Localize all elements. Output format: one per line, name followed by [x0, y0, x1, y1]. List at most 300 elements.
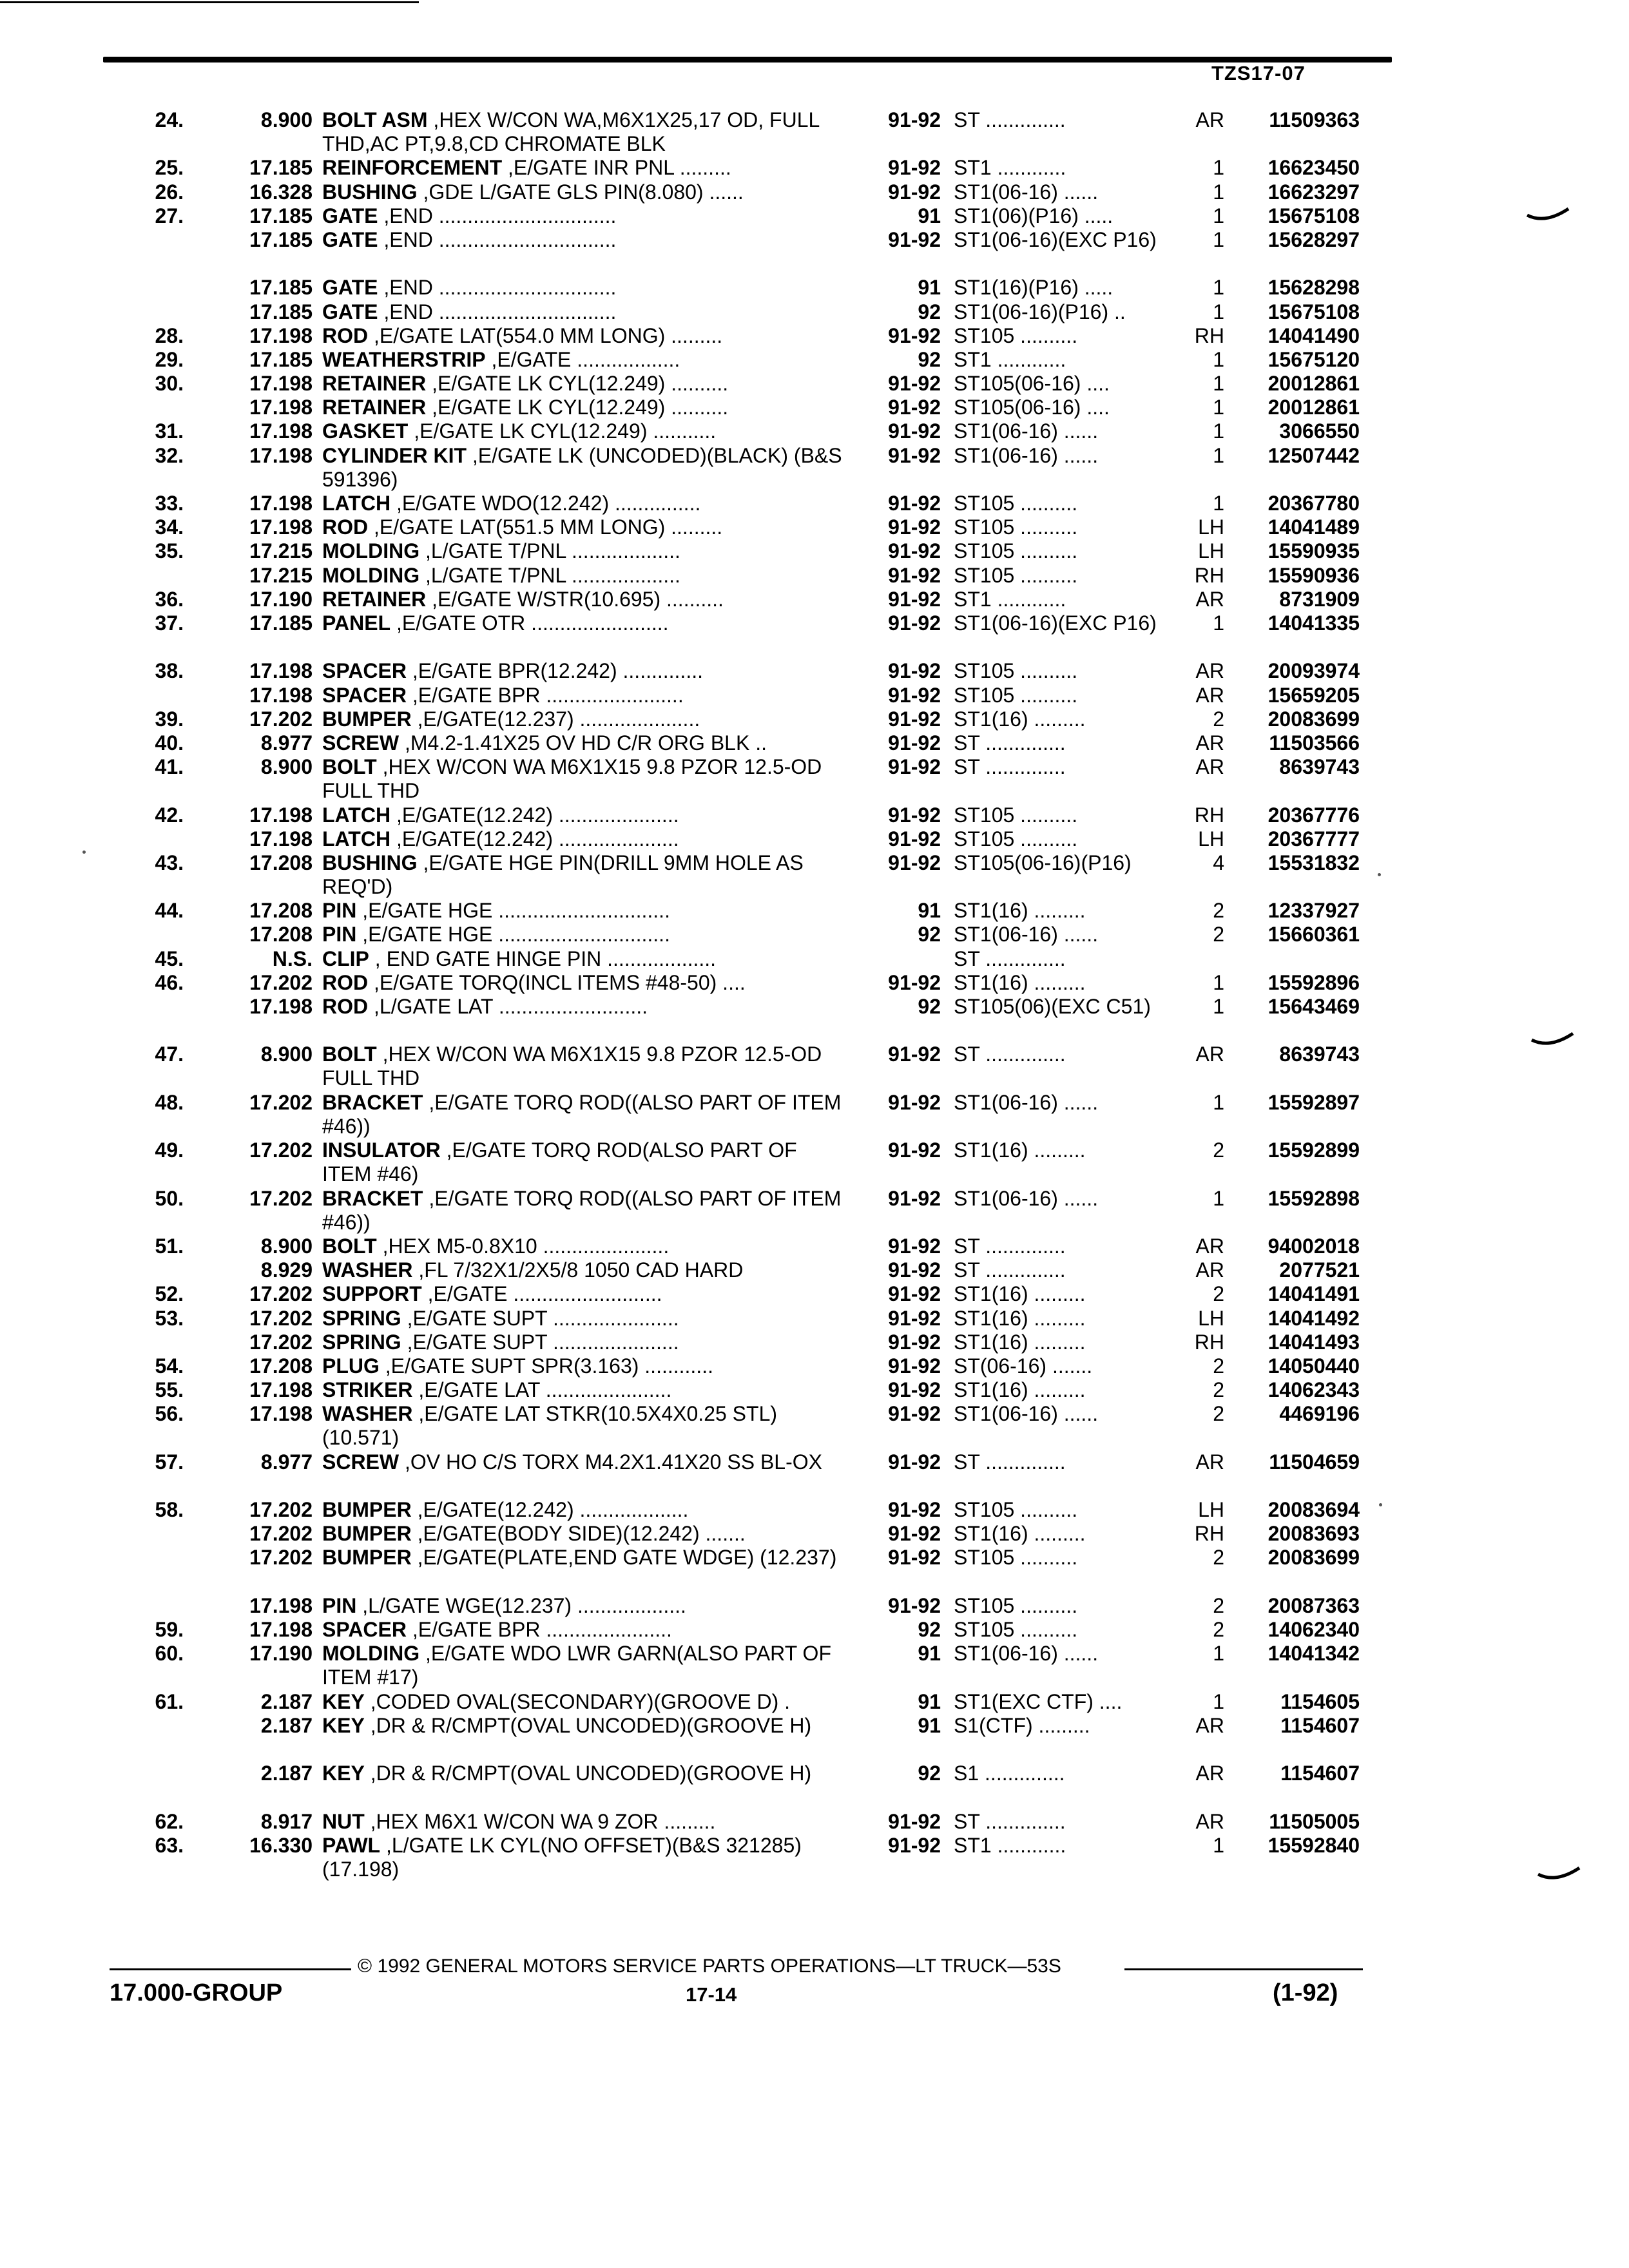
illustration-ref: 17.208 [249, 899, 313, 923]
scan-speck [1379, 1503, 1382, 1506]
illustration-ref: 17.202 [249, 707, 313, 731]
model-years: 91-92 [888, 443, 941, 467]
quantity: 2 [1213, 1282, 1224, 1306]
illustration-ref: 17.202 [249, 1498, 313, 1522]
model-years: 91 [918, 276, 941, 300]
model-years: 91-92 [888, 492, 941, 515]
model-series: ST105 .......... [954, 827, 1078, 850]
group-label: 17.000-GROUP [110, 1979, 283, 2006]
model-years: 92 [918, 347, 941, 371]
part-row [0, 659, 1629, 683]
model-years: 91-92 [888, 683, 941, 707]
item-number: 38. [155, 659, 184, 683]
part-detail: ,E/GATE SUPT ...................... [401, 1306, 679, 1330]
model-series: ST1(16) ......... [954, 899, 1086, 923]
item-number: 50. [155, 1186, 184, 1210]
part-name: PIN [322, 923, 357, 947]
quantity: AR [1195, 755, 1224, 779]
illustration-ref: 17.202 [249, 1330, 313, 1354]
illustration-ref: 2.187 [260, 1713, 313, 1737]
model-series: ST1(EXC CTF) .... [954, 1689, 1123, 1713]
quantity: AR [1195, 1713, 1224, 1737]
quantity: 2 [1213, 1402, 1224, 1426]
part-row [0, 1450, 1629, 1498]
model-years: 91-92 [888, 563, 941, 587]
model-years: 91-92 [888, 1450, 941, 1474]
part-number: 15659205 [1268, 683, 1360, 707]
part-number: 3066550 [1279, 419, 1360, 443]
part-detail: ,E/GATE(12.242) ..................... [390, 803, 679, 827]
part-name: GASKET [322, 419, 409, 443]
quantity: 4 [1213, 850, 1224, 874]
part-row [0, 1714, 1629, 1762]
model-years: 91-92 [888, 1090, 941, 1114]
quantity: AR [1195, 683, 1224, 707]
model-series: ST1(06-16) ...... [954, 419, 1099, 443]
model-series: ST1 ............ [954, 587, 1066, 611]
part-description [322, 156, 851, 180]
illustration-ref: 17.202 [249, 1306, 313, 1330]
model-years: 91-92 [888, 1186, 941, 1210]
illustration-ref: 8.900 [260, 1234, 313, 1258]
model-series: ST1(06-16)(EXC P16) [954, 611, 1157, 635]
part-detail: ,GDE L/GATE GLS PIN(8.080) ...... [417, 180, 744, 204]
illustration-ref: 8.977 [260, 1450, 313, 1474]
model-series: ST1(06)(P16) ..... [954, 204, 1113, 227]
part-number: 20083694 [1268, 1498, 1360, 1522]
model-series: ST105(06)(EXC C51) [954, 995, 1151, 1019]
quantity: AR [1195, 1809, 1224, 1833]
part-name: WASHER [322, 1402, 413, 1426]
quantity: 2 [1213, 1139, 1224, 1162]
part-description [322, 1282, 851, 1306]
part-detail: ,E/GATE WDO(12.242) ............... [390, 492, 701, 515]
illustration-ref: 16.330 [249, 1833, 313, 1857]
part-number: 15531832 [1268, 850, 1360, 874]
model-years: 91-92 [888, 1833, 941, 1857]
model-series: ST1(16) ......... [954, 1306, 1086, 1330]
part-row [0, 611, 1629, 659]
model-series: ST1 ............ [954, 156, 1066, 180]
illustration-ref: 17.198 [249, 1378, 313, 1402]
quantity: RH [1194, 323, 1224, 347]
part-number: 20367780 [1268, 492, 1360, 515]
part-row [0, 1258, 1629, 1282]
item-number: 49. [155, 1139, 184, 1162]
part-detail: ,L/GATE LAT .......................... [368, 995, 648, 1019]
part-number: 14041342 [1268, 1642, 1360, 1666]
item-number: 37. [155, 611, 184, 635]
part-name: BRACKET [322, 1186, 423, 1210]
part-number: 1154607 [1280, 1713, 1360, 1737]
model-series: ST .............. [954, 755, 1066, 779]
model-series: ST105 .......... [954, 1618, 1078, 1642]
illustration-ref: 2.187 [260, 1689, 313, 1713]
part-description [322, 1307, 851, 1331]
model-years: 91-92 [888, 611, 941, 635]
part-detail: ,END ............................... [378, 204, 617, 227]
part-description [322, 1762, 851, 1785]
item-number: 30. [155, 372, 184, 396]
item-number: 53. [155, 1306, 184, 1330]
part-number: 16623297 [1268, 180, 1360, 204]
illustration-ref: 17.185 [249, 276, 313, 300]
scan-speck [82, 850, 86, 854]
illustration-ref: 17.185 [249, 227, 313, 251]
item-number: 39. [155, 707, 184, 731]
part-detail: ,HEX W/CON WA M6X1X15 9.8 PZOR 12.5-OD FULL THD [322, 1043, 822, 1090]
model-years: 91-92 [888, 659, 941, 683]
model-years: 91-92 [888, 156, 941, 180]
part-row [0, 1307, 1629, 1331]
part-detail: , END GATE HINGE PIN ................... [369, 947, 717, 970]
illustration-ref: 17.202 [249, 1282, 313, 1306]
part-name: RETAINER [322, 587, 427, 611]
part-detail: ,E/GATE W/STR(10.695) .......... [426, 587, 724, 611]
item-number: 36. [155, 587, 184, 611]
model-series: S1(CTF) ......... [954, 1713, 1090, 1737]
part-name: KEY [322, 1689, 365, 1713]
illustration-ref: 17.185 [249, 204, 313, 227]
part-detail: ,E/GATE(12.242) ................... [411, 1498, 689, 1522]
part-description [322, 204, 851, 228]
model-years: 91-92 [888, 1546, 941, 1570]
part-row [0, 108, 1629, 156]
part-row [0, 1331, 1629, 1354]
part-description [322, 611, 851, 635]
part-row [0, 1618, 1629, 1642]
model-series: ST(06-16) ....... [954, 1354, 1093, 1378]
illustration-ref: 17.198 [249, 659, 313, 683]
part-row [0, 1139, 1629, 1186]
part-name: KEY [322, 1713, 365, 1737]
part-number: 15660361 [1268, 923, 1360, 947]
model-series: ST105(06-16) .... [954, 372, 1110, 396]
part-detail: ,E/GATE(PLATE,END GATE WDGE) (12.237) [411, 1546, 837, 1570]
part-description [322, 1618, 851, 1642]
model-series: ST105(06-16)(P16) [954, 850, 1132, 874]
part-description [322, 180, 851, 204]
part-number: 4469196 [1279, 1402, 1360, 1426]
quantity: 1 [1213, 1090, 1224, 1114]
part-number: 15590935 [1268, 539, 1360, 563]
model-series: ST .............. [954, 1043, 1066, 1066]
part-number: 20083699 [1268, 707, 1360, 731]
item-number: 33. [155, 492, 184, 515]
part-description [322, 1258, 851, 1282]
part-detail: ,E/GATE LK CYL(12.249) .......... [426, 372, 729, 396]
item-number: 58. [155, 1498, 184, 1522]
item-number: 51. [155, 1234, 184, 1258]
model-years: 91 [918, 1713, 941, 1737]
part-number: 20087363 [1268, 1593, 1360, 1617]
part-description [322, 1402, 851, 1450]
model-series: ST .............. [954, 1258, 1066, 1282]
part-description [322, 419, 851, 443]
part-row [0, 971, 1629, 995]
model-years: 91-92 [888, 755, 941, 779]
part-name: SCREW [322, 1450, 400, 1474]
part-description [322, 827, 851, 851]
part-description [322, 348, 851, 372]
part-detail: ,E/GATE LAT ...................... [412, 1378, 672, 1402]
illustration-ref: 8.900 [260, 755, 313, 779]
part-number: 11509363 [1269, 108, 1360, 131]
part-number: 15675108 [1268, 300, 1360, 323]
model-years: 91-92 [888, 803, 941, 827]
part-number: 11505005 [1269, 1809, 1360, 1833]
quantity: 1 [1213, 180, 1224, 204]
part-name: WASHER [322, 1258, 413, 1282]
quantity: 2 [1213, 1618, 1224, 1642]
illustration-ref: 17.208 [249, 1354, 313, 1378]
part-name: PIN [322, 1593, 357, 1617]
part-name: RETAINER [322, 372, 427, 396]
model-years: 91-92 [888, 396, 941, 419]
part-row [0, 372, 1629, 396]
part-name: BUMPER [322, 1498, 412, 1522]
item-number: 47. [155, 1043, 184, 1066]
model-series: ST1(16) ......... [954, 1330, 1086, 1354]
model-years: 91-92 [888, 515, 941, 539]
illustration-ref: 17.185 [249, 300, 313, 323]
quantity: 1 [1213, 156, 1224, 180]
part-description [322, 707, 851, 731]
part-detail: ,E/GATE .......................... [421, 1282, 662, 1306]
item-number: 62. [155, 1809, 184, 1833]
part-number: 15628298 [1268, 276, 1360, 300]
part-number: 1154607 [1280, 1762, 1360, 1785]
item-number: 35. [155, 539, 184, 563]
part-description [322, 276, 851, 300]
quantity: 1 [1213, 970, 1224, 994]
part-description [322, 300, 851, 324]
quantity: LH [1198, 1498, 1224, 1522]
model-series: ST1(06-16) ...... [954, 1090, 1099, 1114]
part-name: MOLDING [322, 1642, 420, 1666]
part-description [322, 1187, 851, 1235]
part-row [0, 1834, 1629, 1881]
model-years: 91-92 [888, 1258, 941, 1282]
illustration-ref: N.S. [272, 947, 313, 970]
illustration-ref: 17.198 [249, 419, 313, 443]
page-number: 17-14 [686, 1983, 737, 2006]
item-number: 59. [155, 1618, 184, 1642]
part-number: 15592840 [1268, 1833, 1360, 1857]
part-description [322, 108, 851, 156]
part-detail: ,HEX W/CON WA M6X1X15 9.8 PZOR 12.5-OD FULL THD [322, 755, 822, 803]
model-years: 91-92 [888, 1330, 941, 1354]
quantity: 1 [1213, 227, 1224, 251]
model-series: ST .............. [954, 1450, 1066, 1474]
part-row [0, 923, 1629, 947]
part-row [0, 204, 1629, 228]
part-row [0, 419, 1629, 443]
part-number: 20367776 [1268, 803, 1360, 827]
part-number: 14041493 [1268, 1330, 1360, 1354]
part-detail: ,L/GATE WGE(12.237) ................... [356, 1593, 686, 1617]
model-series: ST1(06-16) ...... [954, 180, 1099, 204]
part-name: BOLT [322, 1234, 377, 1258]
quantity: 1 [1213, 300, 1224, 323]
illustration-ref: 17.202 [249, 1186, 313, 1210]
part-detail: ,E/GATE TORQ ROD(ALSO PART OF ITEM #46) [322, 1139, 797, 1186]
model-years: 91-92 [888, 1522, 941, 1546]
part-number: 20083693 [1268, 1522, 1360, 1546]
part-description [322, 1331, 851, 1354]
part-detail: ,CODED OVAL(SECONDARY)(GROOVE D) . [364, 1689, 791, 1713]
model-series: ST1(16) ......... [954, 1282, 1086, 1306]
quantity: RH [1194, 803, 1224, 827]
part-number: 15592898 [1268, 1186, 1360, 1210]
part-number: 14041492 [1268, 1306, 1360, 1330]
quantity: 1 [1213, 443, 1224, 467]
part-description [322, 803, 851, 827]
part-row [0, 228, 1629, 276]
part-number: 15675120 [1268, 347, 1360, 371]
model-series: ST .............. [954, 1809, 1066, 1833]
model-series: ST .............. [954, 947, 1066, 970]
part-detail: ,HEX M6X1 W/CON WA 9 ZOR ......... [364, 1809, 716, 1833]
part-row [0, 947, 1629, 971]
part-detail: ,DR & R/CMPT(OVAL UNCODED)(GROOVE H) [364, 1713, 812, 1737]
model-series: ST105 .......... [954, 659, 1078, 683]
illustration-ref: 17.185 [249, 156, 313, 180]
part-detail: ,E/GATE .................. [485, 347, 680, 371]
model-years: 91-92 [888, 1139, 941, 1162]
quantity: 1 [1213, 1186, 1224, 1210]
part-detail: ,END ............................... [378, 227, 617, 251]
illustration-ref: 17.198 [249, 492, 313, 515]
model-series: ST1(06-16) ...... [954, 443, 1099, 467]
part-row [0, 851, 1629, 899]
item-number: 27. [155, 204, 184, 227]
part-detail: ,E/GATE LAT(551.5 MM LONG) ......... [368, 515, 723, 539]
part-row [0, 156, 1629, 180]
part-detail: ,E/GATE OTR ........................ [390, 611, 669, 635]
part-description [322, 923, 851, 947]
quantity: LH [1198, 515, 1224, 539]
part-number: 11504659 [1269, 1450, 1360, 1474]
item-number: 54. [155, 1354, 184, 1378]
part-number: 15628297 [1268, 227, 1360, 251]
model-years: 92 [918, 1762, 941, 1785]
illustration-ref: 17.198 [249, 995, 313, 1019]
part-name: GATE [322, 204, 378, 227]
part-number: 15675108 [1268, 204, 1360, 227]
quantity: 1 [1213, 1833, 1224, 1857]
model-years: 92 [918, 300, 941, 323]
model-years: 91-92 [888, 1809, 941, 1833]
model-series: ST1(06-16) ...... [954, 1642, 1099, 1666]
model-series: ST1(06-16) ...... [954, 1402, 1099, 1426]
copyright-notice: © 1992 GENERAL MOTORS SERVICE PARTS OPERATIONS—LT TRUCK—53S [358, 1956, 1061, 1977]
part-detail: ,E/GATE TORQ ROD((ALSO PART OF ITEM #46)) [322, 1090, 842, 1138]
model-years: 91-92 [888, 1593, 941, 1617]
model-series: ST105 .......... [954, 515, 1078, 539]
part-description [322, 564, 851, 588]
quantity: 1 [1213, 396, 1224, 419]
model-years: 91 [918, 899, 941, 923]
part-name: GATE [322, 276, 378, 300]
part-row [0, 324, 1629, 348]
part-row [0, 396, 1629, 419]
part-row [0, 300, 1629, 324]
part-name: BOLT ASM [322, 108, 428, 131]
part-detail: ,E/GATE HGE .............................. [356, 899, 670, 923]
check-mark-icon [1526, 206, 1571, 223]
quantity: 1 [1213, 1689, 1224, 1713]
illustration-ref: 16.328 [249, 180, 313, 204]
illustration-ref: 17.198 [249, 515, 313, 539]
part-row [0, 1187, 1629, 1235]
parts-list [0, 108, 1629, 1881]
part-description [322, 492, 851, 515]
item-number: 42. [155, 803, 184, 827]
quantity: 2 [1213, 1378, 1224, 1402]
item-number: 52. [155, 1282, 184, 1306]
model-series: ST1(06-16) ...... [954, 1186, 1099, 1210]
part-detail: ,HEX W/CON WA,M6X1X25,17 OD, FULL THD,AC PT,9.8,CD CHROMATE BLK [322, 108, 820, 155]
model-years: 91-92 [888, 707, 941, 731]
quantity: 1 [1213, 995, 1224, 1019]
item-number: 34. [155, 515, 184, 539]
part-row [0, 348, 1629, 372]
item-number: 61. [155, 1689, 184, 1713]
item-number: 41. [155, 755, 184, 779]
part-row [0, 1402, 1629, 1450]
part-description [322, 1594, 851, 1618]
model-years: 91 [918, 1689, 941, 1713]
part-name: MOLDING [322, 539, 420, 563]
item-number: 56. [155, 1402, 184, 1426]
part-row [0, 1378, 1629, 1402]
part-name: LATCH [322, 492, 391, 515]
part-description [322, 1714, 851, 1738]
model-series: ST1(06-16) ...... [954, 923, 1099, 947]
part-number: 15592899 [1268, 1139, 1360, 1162]
item-number: 24. [155, 108, 184, 131]
quantity: 1 [1213, 372, 1224, 396]
quantity: 1 [1213, 492, 1224, 515]
part-number: 15590936 [1268, 563, 1360, 587]
part-description [322, 899, 851, 923]
part-name: PANEL [322, 611, 391, 635]
illustration-ref: 17.198 [249, 323, 313, 347]
illustration-ref: 8.977 [260, 731, 313, 754]
part-name: GATE [322, 300, 378, 323]
part-number: 20367777 [1268, 827, 1360, 850]
part-description [322, 684, 851, 707]
item-number: 29. [155, 347, 184, 371]
part-name: NUT [322, 1809, 365, 1833]
part-row [0, 1546, 1629, 1593]
part-detail: ,OV HO C/S TORX M4.2X1.41X20 SS BL-OX [399, 1450, 822, 1474]
part-number: 14050440 [1268, 1354, 1360, 1378]
part-row [0, 1642, 1629, 1689]
part-number: 12507442 [1268, 443, 1360, 467]
quantity: AR [1195, 659, 1224, 683]
scan-edge-rule [0, 1, 419, 3]
part-row [0, 444, 1629, 492]
quantity: 1 [1213, 204, 1224, 227]
part-name: SCREW [322, 731, 400, 754]
quantity: RH [1194, 563, 1224, 587]
model-series: ST1(16)(P16) ..... [954, 276, 1113, 300]
part-name: BOLT [322, 755, 377, 779]
part-row [0, 588, 1629, 611]
model-series: ST105 .......... [954, 1593, 1078, 1617]
